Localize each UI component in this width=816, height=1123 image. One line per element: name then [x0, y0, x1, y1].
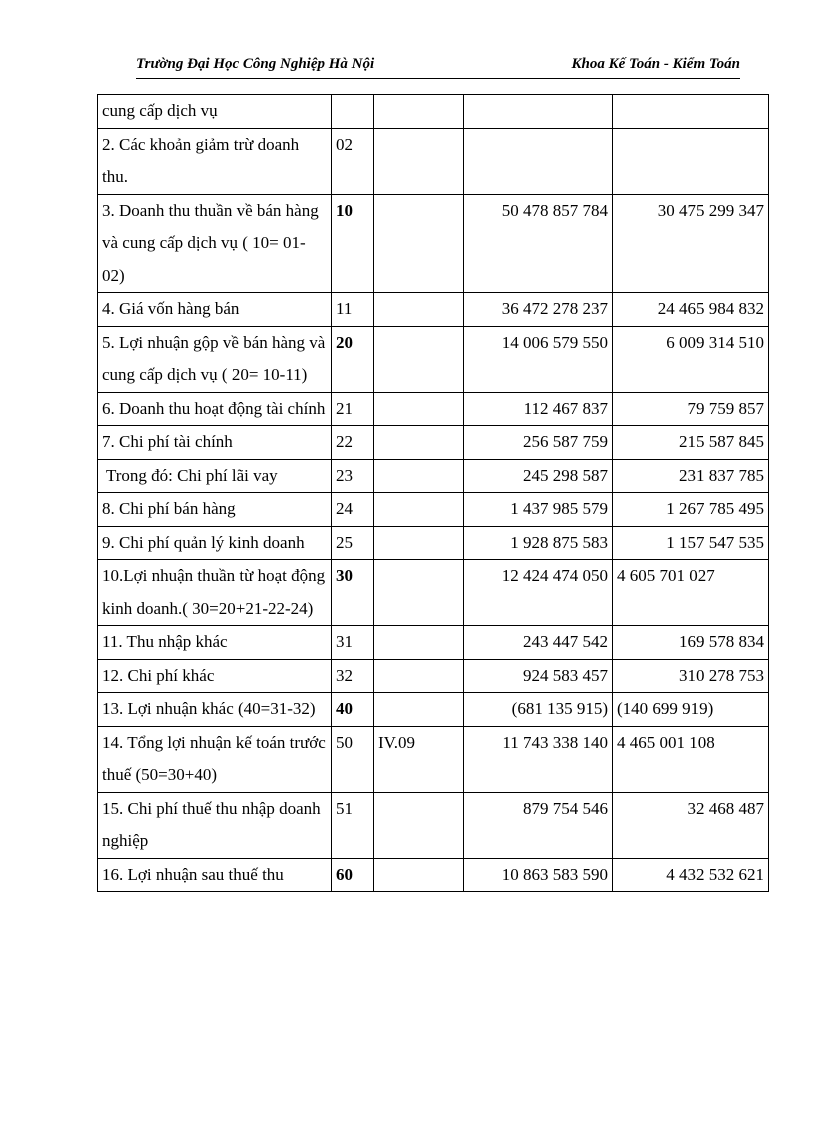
previous-year-cell: 1 157 547 535: [613, 526, 769, 560]
current-year-cell: [464, 95, 613, 129]
current-year-cell: 36 472 278 237: [464, 293, 613, 327]
item-cell: 8. Chi phí bán hàng: [98, 493, 332, 527]
code-cell: 02: [332, 128, 374, 194]
current-year-cell: 243 447 542: [464, 626, 613, 660]
previous-year-cell: 4 432 532 621: [613, 858, 769, 892]
previous-year-cell: 4 465 001 108: [613, 726, 769, 792]
previous-year-cell: [613, 95, 769, 129]
code-cell: 51: [332, 792, 374, 858]
table-row: [98, 626, 769, 660]
current-year-cell: 1 437 985 579: [464, 493, 613, 527]
current-year-cell: 924 583 457: [464, 659, 613, 693]
note-cell: [374, 659, 464, 693]
item-cell: cung cấp dịch vụ: [98, 95, 332, 129]
current-year-cell: 50 478 857 784: [464, 194, 613, 293]
item-cell: 12. Chi phí khác: [98, 659, 332, 693]
item-cell: 11. Thu nhập khác: [98, 626, 332, 660]
code-cell: 11: [332, 293, 374, 327]
previous-year-cell: 32 468 487: [613, 792, 769, 858]
current-year-cell: 14 006 579 550: [464, 326, 613, 392]
note-cell: [374, 392, 464, 426]
table-row: [98, 560, 769, 626]
previous-year-cell: 4 605 701 027: [613, 560, 769, 626]
previous-year-cell: 169 578 834: [613, 626, 769, 660]
item-cell: 4. Giá vốn hàng bán: [98, 293, 332, 327]
code-cell: 40: [332, 693, 374, 727]
item-cell: 7. Chi phí tài chính: [98, 426, 332, 460]
note-cell: [374, 626, 464, 660]
note-cell: [374, 493, 464, 527]
code-cell: 50: [332, 726, 374, 792]
code-cell: 22: [332, 426, 374, 460]
table-row: [98, 426, 769, 460]
previous-year-cell: 231 837 785: [613, 459, 769, 493]
item-cell: 9. Chi phí quản lý kinh doanh: [98, 526, 332, 560]
code-cell: 25: [332, 526, 374, 560]
item-cell: 10.Lợi nhuận thuần từ hoạt động kinh doanh.( 30=20+21-22-24): [98, 560, 332, 626]
code-cell: 32: [332, 659, 374, 693]
table-row: [98, 128, 769, 194]
code-cell: 23: [332, 459, 374, 493]
previous-year-cell: 6 009 314 510: [613, 326, 769, 392]
code-cell: 24: [332, 493, 374, 527]
school-name: Trường Đại Học Công Nghiệp Hà Nội: [136, 56, 375, 72]
current-year-cell: 11 743 338 140: [464, 726, 613, 792]
note-cell: [374, 426, 464, 460]
table-row: [98, 293, 769, 327]
note-cell: IV.09: [374, 726, 464, 792]
item-cell: Trong đó: Chi phí lãi vay: [98, 459, 332, 493]
income-statement-table: [97, 94, 769, 892]
code-cell: 21: [332, 392, 374, 426]
current-year-cell: 1 928 875 583: [464, 526, 613, 560]
item-cell: 3. Doanh thu thuần về bán hàng và cung cấp dịch vụ ( 10= 01-02): [98, 194, 332, 293]
current-year-cell: 256 587 759: [464, 426, 613, 460]
previous-year-cell: 1 267 785 495: [613, 493, 769, 527]
note-cell: [374, 95, 464, 129]
table-row: [98, 194, 769, 293]
item-cell: 2. Các khoản giảm trừ doanh thu.: [98, 128, 332, 194]
current-year-cell: 112 467 837: [464, 392, 613, 426]
code-cell: 60: [332, 858, 374, 892]
table-row: [98, 95, 769, 129]
table-row: [98, 493, 769, 527]
current-year-cell: 879 754 546: [464, 792, 613, 858]
item-cell: 16. Lợi nhuận sau thuế thu: [98, 858, 332, 892]
previous-year-cell: [613, 128, 769, 194]
note-cell: [374, 459, 464, 493]
code-cell: 31: [332, 626, 374, 660]
table-row: [98, 858, 769, 892]
current-year-cell: 12 424 474 050: [464, 560, 613, 626]
item-cell: 15. Chi phí thuế thu nhập doanh nghiệp: [98, 792, 332, 858]
note-cell: [374, 293, 464, 327]
item-cell: 5. Lợi nhuận gộp về bán hàng và cung cấp dịch vụ ( 20= 10-11): [98, 326, 332, 392]
previous-year-cell: 30 475 299 347: [613, 194, 769, 293]
table-row: [98, 526, 769, 560]
note-cell: [374, 128, 464, 194]
code-cell: 20: [332, 326, 374, 392]
code-cell: [332, 95, 374, 129]
note-cell: [374, 526, 464, 560]
previous-year-cell: 79 759 857: [613, 392, 769, 426]
previous-year-cell: (140 699 919): [613, 693, 769, 727]
previous-year-cell: 24 465 984 832: [613, 293, 769, 327]
code-cell: 30: [332, 560, 374, 626]
previous-year-cell: 310 278 753: [613, 659, 769, 693]
current-year-cell: 245 298 587: [464, 459, 613, 493]
current-year-cell: 10 863 583 590: [464, 858, 613, 892]
item-cell: 14. Tổng lợi nhuận kế toán trước thuế (50=30+40): [98, 726, 332, 792]
note-cell: [374, 560, 464, 626]
item-cell: 13. Lợi nhuận khác (40=31-32): [98, 693, 332, 727]
header-divider: [136, 78, 740, 79]
note-cell: [374, 693, 464, 727]
table-row: [98, 326, 769, 392]
item-cell: 6. Doanh thu hoạt động tài chính: [98, 392, 332, 426]
table-row: [98, 392, 769, 426]
code-cell: 10: [332, 194, 374, 293]
current-year-cell: [464, 128, 613, 194]
table-row: [98, 792, 769, 858]
previous-year-cell: 215 587 845: [613, 426, 769, 460]
note-cell: [374, 194, 464, 293]
note-cell: [374, 858, 464, 892]
faculty-name: Khoa Kế Toán - Kiểm Toán: [571, 56, 740, 72]
table-row: [98, 659, 769, 693]
page-header: [136, 56, 740, 80]
table-row: [98, 459, 769, 493]
table-row: [98, 693, 769, 727]
current-year-cell: (681 135 915): [464, 693, 613, 727]
note-cell: [374, 326, 464, 392]
table-row: [98, 726, 769, 792]
note-cell: [374, 792, 464, 858]
